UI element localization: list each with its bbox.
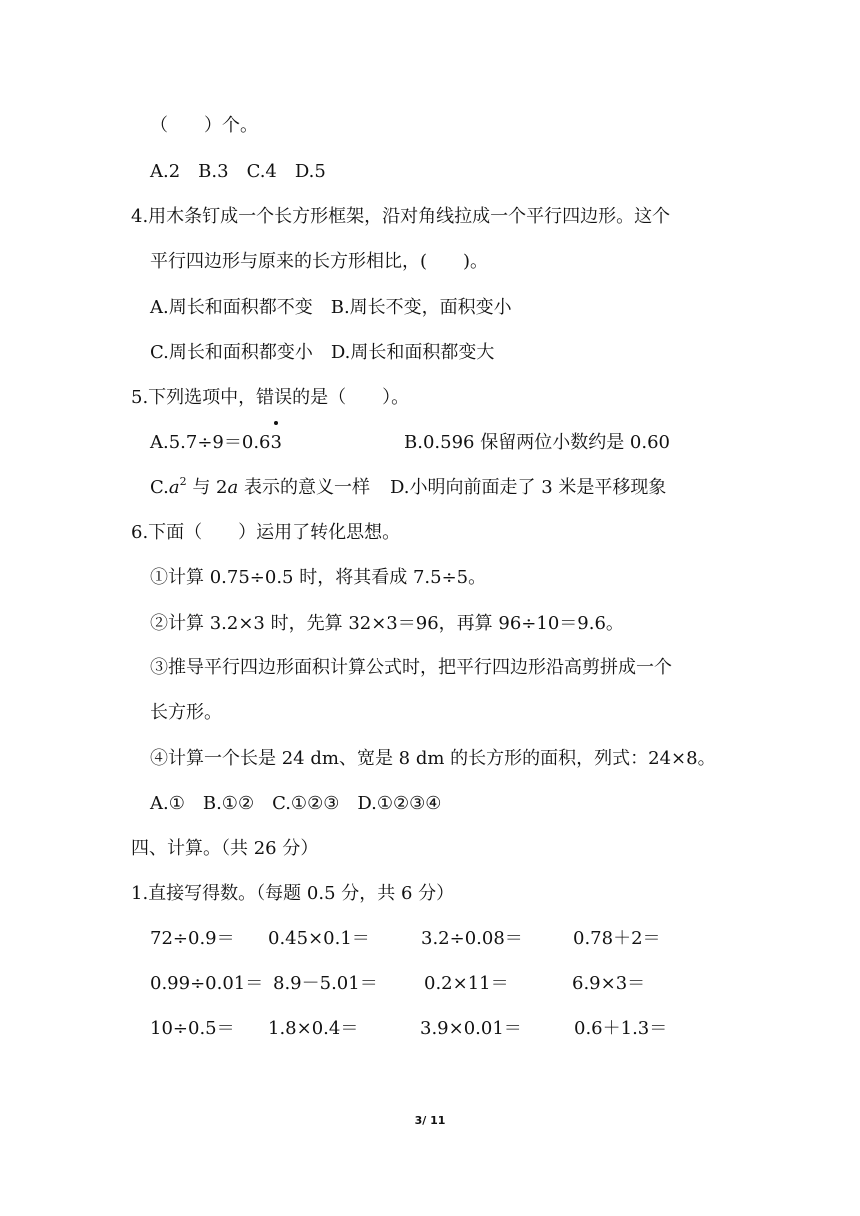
calc-cell: 0.78＋2＝ <box>573 928 661 949</box>
calc-cell: 0.45×0.1＝ <box>268 928 370 949</box>
q3-options: A.2 B.3 C.4 D.5 <box>150 161 326 182</box>
q5-option-a-prefix: A.5.7÷9＝0.6 <box>150 432 271 453</box>
calc-cell: 1.8×0.4＝ <box>268 1018 359 1039</box>
q4-options-line1: A.周长和面积都不变 B.周长不变，面积变小 <box>150 297 512 318</box>
q5-option-c-mid: 与 2 <box>186 477 228 498</box>
calc-cell: 3.2÷0.08＝ <box>421 928 523 949</box>
q5-option-c-prefix: C. <box>150 477 169 498</box>
q3-stem-tail: （ ）个。 <box>150 115 258 136</box>
q5-option-c-var2: a <box>227 477 239 498</box>
calc-cell: 3.9×0.01＝ <box>420 1018 522 1039</box>
q4-stem-line2: 平行四边形与原来的长方形相比，( )。 <box>150 251 489 272</box>
q6-stem: 6.下面（ ）运用了转化思想。 <box>131 522 401 543</box>
q6-options: A.① B.①② C.①②③ D.①②③④ <box>150 793 442 814</box>
q6-item2: ②计算 3.2×3 时，先算 32×3＝96，再算 96÷10＝9.6。 <box>150 613 624 634</box>
q6-item3-line2: 长方形。 <box>150 702 222 723</box>
q5-option-d: D.小明向前面走了 3 米是平移现象 <box>389 477 667 498</box>
q5-option-c-suffix: 表示的意义一样 <box>238 477 370 498</box>
calc-cell: 6.9×3＝ <box>572 973 646 994</box>
q6-item1: ①计算 0.75÷0.5 时，将其看成 7.5÷5。 <box>150 567 487 588</box>
calc-cell: 72÷0.9＝ <box>150 928 235 949</box>
q4-options-line2: C.周长和面积都变小 D.周长和面积都变大 <box>150 342 495 363</box>
q6-item3-line1: ③推导平行四边形面积计算公式时，把平行四边形沿高剪拼成一个 <box>150 657 672 678</box>
calc-cell: 8.9－5.01＝ <box>273 973 378 994</box>
q6-item4: ④计算一个长是 24 dm、宽是 8 dm 的长方形的面积，列式：24×8。 <box>150 748 716 769</box>
q5-option-c-exponent: 2 <box>179 475 187 488</box>
calc-cell: 10÷0.5＝ <box>150 1018 235 1039</box>
q4-stem-line1: 4.用木条钉成一个长方形框架，沿对角线拉成一个平行四边形。这个 <box>131 206 671 227</box>
section4-title: 四、计算。（共 26 分） <box>131 838 319 859</box>
calc-cell: 0.2×11＝ <box>424 973 509 994</box>
q5-stem: 5.下列选项中，错误的是（ ）。 <box>131 387 410 408</box>
page-number: 3/ 11 <box>414 1114 446 1127</box>
q5-option-a <box>150 431 282 455</box>
repeating-digit-dot: 3 <box>270 432 282 453</box>
q5-options-cd <box>150 476 666 500</box>
section4-sub1: 1.直接写得数。（每题 0.5 分，共 6 分） <box>131 883 455 904</box>
calc-cell: 0.99÷0.01＝ <box>150 973 264 994</box>
calc-cell: 0.6＋1.3＝ <box>574 1018 668 1039</box>
q5-option-c-var1: a <box>168 477 180 498</box>
q5-option-b: B.0.596 保留两位小数约是 0.60 <box>404 432 671 453</box>
